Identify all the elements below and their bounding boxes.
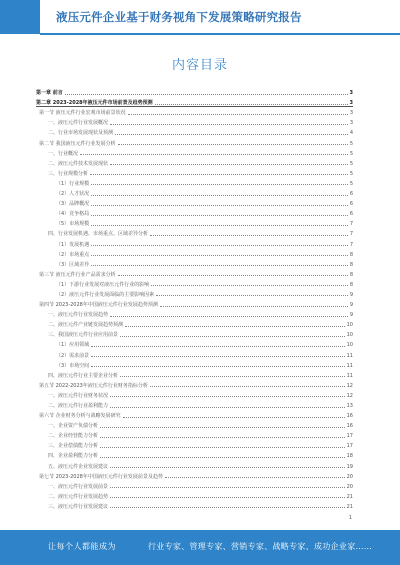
toc-entry-page: 5	[349, 160, 353, 167]
toc-entry-page: 8	[349, 281, 353, 288]
toc-entry-label: 二、液压元件技术发展现状	[48, 160, 109, 167]
toc-leader-dots	[123, 417, 345, 418]
toc-entry-page: 6	[349, 201, 353, 208]
toc-leader-dots	[100, 457, 345, 458]
toc-entry-label: 二、液压元件行业发展趋势	[48, 493, 109, 500]
toc-entry-label: 三、我国液压元件行业应用前景	[48, 332, 119, 339]
toc-subsection-entry[interactable]	[36, 187, 353, 197]
toc-leader-dots	[65, 94, 348, 95]
toc-leader-dots	[150, 386, 345, 387]
toc-leader-dots	[151, 285, 348, 286]
toc-entry-label: （2）市场重点	[56, 251, 90, 258]
toc-entry-page: 6	[349, 191, 353, 198]
toc-entry-label: 第三节 液压元件行业产品需求分析	[39, 271, 116, 278]
toc-entry-page: 5	[349, 170, 353, 177]
toc-leader-dots	[91, 195, 348, 196]
toc-entry-label: 一、液压元件行业发展前景	[48, 483, 109, 490]
toc-leader-dots	[115, 134, 348, 135]
toc-entry-label: （5）市场规模	[56, 221, 90, 228]
toc-subsection-entry[interactable]	[36, 308, 353, 318]
toc-leader-dots	[91, 255, 348, 256]
toc-entry-page: 10	[346, 322, 353, 329]
toc-entry-page: 8	[349, 251, 353, 258]
toc-leader-dots	[155, 104, 348, 105]
toc-subsection-entry[interactable]	[36, 389, 353, 399]
toc-entry-page: 20	[346, 473, 353, 480]
toc-entry-label: （2）需求前景	[56, 352, 90, 359]
toc-subsection-entry[interactable]	[36, 449, 353, 459]
toc-leader-dots	[110, 487, 345, 488]
toc-subsection-entry[interactable]	[36, 126, 353, 136]
toc-entry-label: 四、液压元件行业主要企业分析	[48, 372, 119, 379]
toc-subsection-entry[interactable]	[36, 500, 353, 510]
toc-entry-label: 第一章 前言	[36, 90, 63, 97]
toc-entry-label: 二、液压元件行业盈利能力	[48, 403, 109, 409]
toc-leader-dots	[110, 316, 348, 317]
toc-leader-dots	[110, 497, 345, 498]
toc-subsection-entry[interactable]	[36, 439, 353, 449]
toc-entry-label: 第六节 企业财务分析与战略发展研究	[39, 413, 121, 420]
toc-subsection-entry[interactable]	[36, 237, 353, 247]
toc-entry-page: 3	[349, 90, 353, 97]
toc-section-entry[interactable]	[36, 298, 353, 308]
toc-leader-dots	[110, 124, 348, 125]
document-title: 液压元件企业基于财务视角下发展策略研究报告	[56, 10, 302, 24]
toc-section-entry[interactable]	[36, 106, 353, 116]
toc-subsection-entry[interactable]	[36, 399, 353, 409]
toc-subsection-entry[interactable]	[36, 147, 353, 157]
toc-leader-dots	[165, 477, 345, 478]
header-accent-stripe	[0, 0, 40, 34]
toc-entry-label: （2）液压元件行业发展面临的主要影响因素	[56, 291, 155, 298]
toc-leader-dots	[110, 407, 345, 408]
page-footer	[0, 530, 400, 565]
toc-leader-dots	[90, 174, 348, 175]
toc-leader-dots	[91, 215, 348, 216]
page-number: 1	[348, 515, 352, 521]
toc-entry-page: 4	[349, 130, 353, 137]
toc-entry-label: （3）品牌概况	[56, 201, 90, 208]
toc-entry-page: 8	[349, 271, 353, 278]
toc-leader-dots	[110, 164, 348, 165]
toc-entry-label: 一、行业概况	[48, 150, 79, 157]
toc-subsection-entry[interactable]	[36, 429, 353, 439]
toc-leader-dots	[110, 396, 345, 397]
toc-entry-label: 二、行业市场发展现状及预测	[48, 130, 114, 137]
toc-leader-dots	[120, 336, 345, 337]
toc-subsection-entry[interactable]	[36, 328, 353, 338]
toc-leader-dots	[91, 225, 348, 226]
toc-subsection-entry[interactable]	[36, 207, 353, 217]
toc-section-entry[interactable]	[36, 268, 353, 278]
toc-entry-page: 17	[346, 433, 353, 440]
footer-slogan-left: 让每个人都能成为	[48, 542, 116, 551]
toc-entry-page: 5	[349, 150, 353, 157]
toc-leader-dots	[91, 205, 348, 206]
toc-entry-label: 第五节 2022-2023年液压元件行业财务指标分析	[39, 382, 148, 389]
toc-entry-page: 3	[349, 100, 353, 107]
toc-entry-page: 18	[346, 453, 353, 460]
toc-subsection-entry[interactable]	[36, 419, 353, 429]
toc-section-entry[interactable]	[36, 379, 353, 389]
toc-section-entry[interactable]	[36, 409, 353, 419]
toc-leader-dots	[160, 306, 348, 307]
toc-leader-dots	[128, 114, 348, 115]
toc-subsection-entry[interactable]	[36, 369, 353, 379]
toc-entry-page: 10	[346, 342, 353, 349]
toc-chapter-entry[interactable]	[36, 96, 353, 106]
toc-entry-page: 11	[346, 352, 353, 359]
toc-entry-label: 第四节 2023-2028年中国液压元件行业发展趋势预测	[39, 302, 158, 309]
toc-entry-page: 3	[349, 120, 353, 127]
toc-entry-label: 二、液压元件产业链发展趋势预测	[48, 322, 124, 329]
toc-entry-page: 16	[346, 423, 353, 430]
toc-entry-label: 三、行业规模分析	[48, 170, 89, 177]
toc-subsection-entry[interactable]	[36, 217, 353, 227]
toc-entry-page: 9	[349, 302, 353, 309]
table-of-contents	[36, 86, 353, 510]
toc-section-entry[interactable]	[36, 470, 353, 480]
footer-slogan-right: 行业专家、管理专家、营销专家、战略专家、成功企业家……	[148, 542, 373, 551]
toc-subsection-entry[interactable]	[36, 348, 353, 358]
toc-leader-dots	[91, 184, 348, 185]
toc-entry-label: （1）行业规模	[56, 180, 90, 187]
toc-subsection-entry[interactable]	[36, 278, 353, 288]
toc-entry-page: 7	[349, 241, 353, 248]
toc-entry-page: 11	[346, 372, 353, 379]
toc-entry-page: 11	[346, 362, 353, 369]
toc-leader-dots	[118, 275, 348, 276]
toc-entry-label: （1）下游行业发展对液压元件行业的影响	[56, 281, 150, 288]
toc-entry-label: （1）发展机遇	[56, 241, 90, 248]
toc-entry-label: 四、行业发展机遇、市场重点、区域差异分析	[48, 231, 149, 238]
toc-entry-page: 20	[346, 483, 353, 490]
toc-entry-page: 8	[349, 261, 353, 268]
toc-heading: 内容目录	[171, 58, 228, 73]
toc-leader-dots	[91, 245, 348, 246]
toc-subsection-entry[interactable]	[36, 177, 353, 187]
toc-entry-page: 21	[346, 503, 353, 510]
toc-entry-label: 三、液压元件行业发展建议	[48, 503, 109, 510]
toc-entry-page: 17	[346, 443, 353, 450]
toc-entry-label: 第二节 我国液压元件行业发展分析	[39, 140, 116, 147]
toc-entry-page: 9	[349, 291, 353, 298]
toc-entry-label: 四、企业盈利能力分析	[48, 453, 99, 460]
toc-leader-dots	[156, 295, 348, 296]
toc-entry-label: （3）区域差异	[56, 261, 90, 268]
toc-leader-dots	[91, 265, 348, 266]
toc-entry-page: 10	[346, 332, 353, 339]
toc-entry-label: （2）人才状况	[56, 191, 90, 198]
toc-subsection-entry[interactable]	[36, 197, 353, 207]
toc-subsection-entry[interactable]	[36, 167, 353, 177]
toc-leader-dots	[125, 326, 345, 327]
toc-leader-dots	[91, 366, 344, 367]
toc-section-entry[interactable]	[36, 136, 353, 146]
toc-entry-page: 19	[346, 463, 353, 470]
toc-entry-label: 二、企业经营能力分析	[48, 433, 99, 440]
toc-entry-label: （4）竞争格局	[56, 211, 90, 218]
toc-leader-dots	[91, 346, 344, 347]
page-header	[0, 0, 400, 34]
toc-entry-page: 3	[349, 110, 353, 117]
toc-subsection-entry[interactable]	[36, 227, 353, 237]
toc-subsection-entry[interactable]	[36, 157, 353, 167]
toc-subsection-entry[interactable]	[36, 338, 353, 348]
toc-entry-label: 五、液压元件企业发展建议	[48, 463, 109, 470]
toc-subsection-entry[interactable]	[36, 258, 353, 268]
toc-entry-page: 6	[349, 211, 353, 218]
toc-entry-label: 一、液压元件行业发展趋势	[48, 312, 109, 319]
toc-entry-label: 一、液压元件行业发展概况	[48, 120, 109, 127]
toc-leader-dots	[100, 437, 345, 438]
toc-subsection-entry[interactable]	[36, 116, 353, 126]
toc-subsection-entry[interactable]	[36, 318, 353, 328]
toc-entry-label: 第七节 2023-2028年中国液压元件行业发展前景及趋势	[39, 473, 163, 480]
toc-leader-dots	[110, 507, 345, 508]
toc-entry-page: 21	[346, 493, 353, 500]
toc-entry-label: （1）应用领域	[56, 342, 90, 349]
toc-chapter-entry[interactable]	[36, 86, 353, 96]
toc-entry-page: 5	[349, 140, 353, 147]
toc-leader-dots	[150, 235, 348, 236]
toc-entry-page: 12	[346, 392, 353, 399]
toc-leader-dots	[91, 356, 344, 357]
toc-leader-dots	[100, 427, 345, 428]
toc-subsection-entry[interactable]	[36, 248, 353, 258]
toc-entry-page: 16	[346, 413, 353, 420]
toc-entry-page: 7	[349, 231, 353, 238]
toc-leader-dots	[100, 447, 345, 448]
toc-subsection-entry[interactable]	[36, 459, 353, 469]
toc-entry-label: 一、液压元件行业财务状况	[48, 392, 109, 399]
toc-subsection-entry[interactable]	[36, 288, 353, 298]
toc-entry-label: 第二章 2023-2028年液压元件市场前景及趋势预测	[36, 100, 153, 107]
toc-subsection-entry[interactable]	[36, 480, 353, 490]
toc-entry-label: 一、企业资产负债分析	[48, 423, 99, 430]
toc-subsection-entry[interactable]	[36, 490, 353, 500]
toc-leader-dots	[120, 376, 345, 377]
toc-entry-label: （3）市场空间	[56, 362, 90, 369]
toc-entry-page: 5	[349, 180, 353, 187]
toc-entry-page: 12	[346, 382, 353, 389]
toc-entry-label: 第一节 液压元件行业宏观市场前景状况	[39, 110, 126, 117]
toc-leader-dots	[80, 154, 348, 155]
toc-leader-dots	[110, 467, 345, 468]
toc-leader-dots	[118, 144, 348, 145]
toc-subsection-entry[interactable]	[36, 359, 353, 369]
header-divider	[40, 33, 400, 35]
toc-entry-label: 三、企业偿债能力分析	[48, 443, 99, 450]
toc-entry-page: 13	[346, 403, 353, 409]
toc-entry-page: 7	[349, 221, 353, 228]
toc-entry-page: 9	[349, 312, 353, 319]
